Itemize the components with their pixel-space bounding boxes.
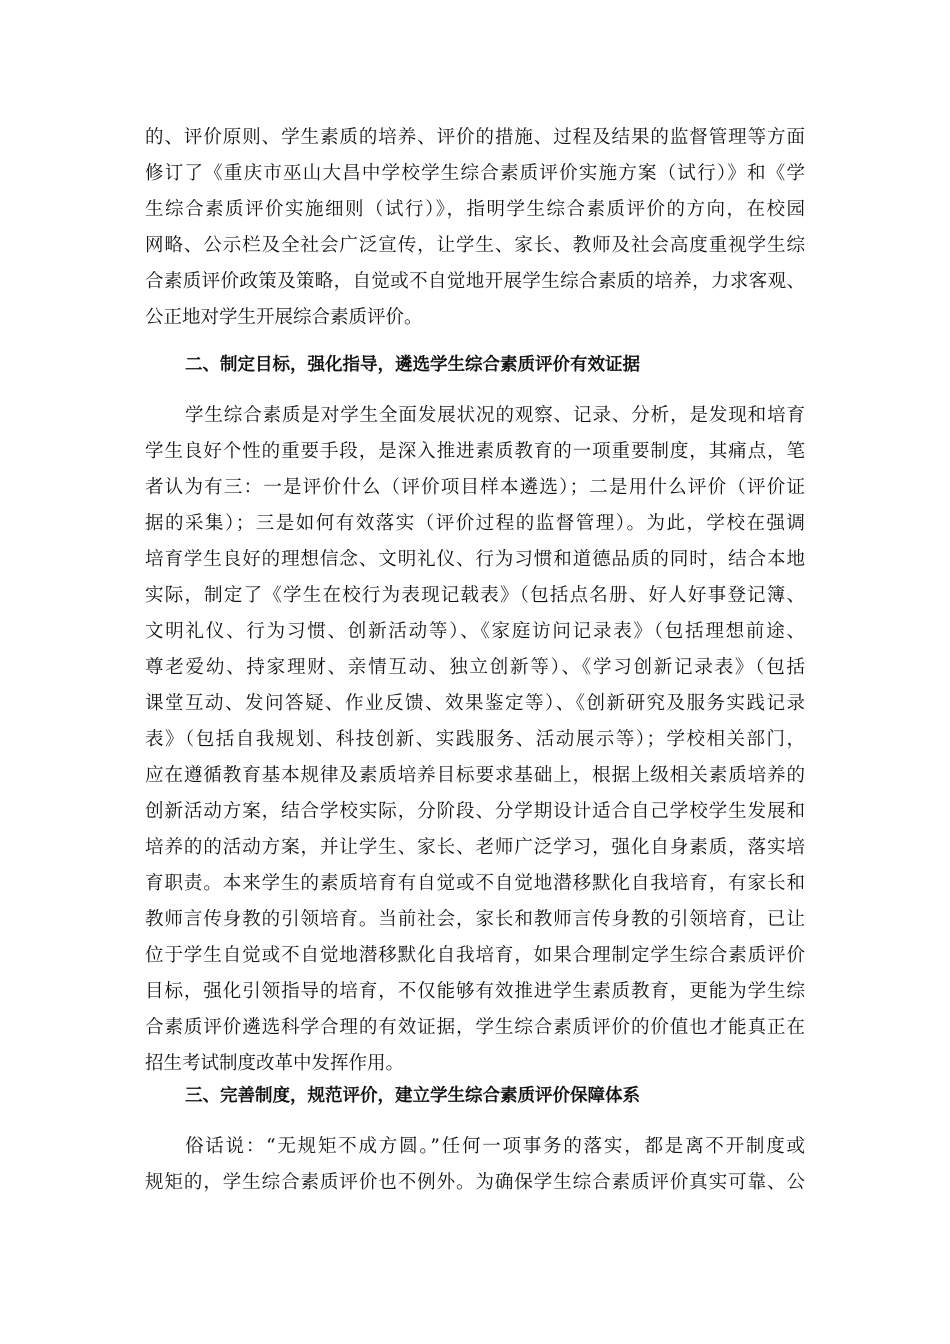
paragraph-line: 公正地对学生开展综合素质评价。	[145, 307, 423, 328]
paragraph-line: 文明礼仪、行为习惯、创新活动等）、《家庭访问记录表》（包括理想前途、	[145, 621, 805, 642]
paragraph-line: 培养的的活动方案，并让学生、家长、老师广泛学习，强化自身素质，落实培	[145, 837, 805, 858]
paragraph-line: 表》（包括自我规划、科技创新、实践服务、活动展示等）；学校相关部门，	[145, 729, 805, 750]
paragraph-line: 创新活动方案，结合学校实际，分阶段、分学期设计适合自己学校学生发展和	[145, 801, 805, 822]
paragraph-line: 位于学生自觉或不自觉地潜移默化自我培育，如果合理制定学生综合素质评价	[145, 945, 805, 966]
paragraph-line: 合素质评价政策及策略，自觉或不自觉地开展学生综合素质的培养，力求客观、	[145, 271, 805, 292]
paragraph-line: 应在遵循教育基本规律及素质培养目标要求基础上，根据上级相关素质培养的	[145, 765, 805, 786]
paragraph-line: 教师言传身教的引领培育。当前社会，家长和教师言传身教的引领培育，已让	[145, 909, 805, 930]
paragraph-line: 的、评价原则、学生素质的培养、评价的措施、过程及结果的监督管理等方面	[145, 127, 805, 148]
paragraph-line: 实际，制定了《学生在校行为表现记载表》（包括点名册、好人好事登记簿、	[145, 585, 805, 606]
paragraph-line: 培育学生良好的理想信念、文明礼仪、行为习惯和道德品质的同时，结合本地	[145, 549, 805, 570]
paragraph-line: 课堂互动、发问答疑、作业反馈、效果鉴定等）、《创新研究及服务实践记录	[145, 693, 805, 714]
paragraph-line: 生综合素质评价实施细则（试行）》，指明学生综合素质评价的方向，在校园	[145, 199, 805, 220]
paragraph-line: 俗话说：“无规矩不成方圆。”任何一项事务的落实，都是离不开制度或	[185, 1136, 805, 1157]
paragraph-line: 规矩的，学生综合素质评价也不例外。为确保学生综合素质评价真实可靠、公	[145, 1172, 805, 1193]
paragraph-line: 修订了《重庆市巫山大昌中学校学生综合素质评价实施方案（试行）》和《学	[145, 163, 805, 184]
paragraph-line: 育职责。本来学生的素质培育有自觉或不自觉地潜移默化自我培育，有家长和	[145, 873, 805, 894]
paragraph-line: 者认为有三：一是评价什么（评价项目样本遴选）；二是用什么评价（评价证	[145, 477, 805, 498]
paragraph-line: 尊老爱幼、持家理财、亲情互动、独立创新等）、《学习创新记录表》（包括	[145, 657, 805, 678]
paragraph-line: 据的采集）；三是如何有效落实（评价过程的监督管理）。为此，学校在强调	[145, 513, 805, 534]
paragraph-line: 学生综合素质是对学生全面发展状况的观察、记录、分析，是发现和培育	[185, 405, 805, 426]
section-heading-3: 三、完善制度，规范评价，建立学生综合素质评价保障体系	[185, 1086, 640, 1106]
paragraph-line: 招生考试制度改革中发挥作用。	[145, 1053, 405, 1074]
paragraph-line: 合素质评价遴选科学合理的有效证据，学生综合素质评价的价值也才能真正在	[145, 1017, 805, 1038]
paragraph-line: 目标，强化引领指导的培育，不仅能够有效推进学生素质教育，更能为学生综	[145, 981, 805, 1002]
paragraph-line: 网略、公示栏及全社会广泛宣传，让学生、家长、教师及社会高度重视学生综	[145, 235, 805, 256]
section-heading-2: 二、制定目标，强化指导，遴选学生综合素质评价有效证据	[185, 355, 640, 375]
paragraph-line: 学生良好个性的重要手段，是深入推进素质教育的一项重要制度，其痛点，笔	[145, 441, 805, 462]
